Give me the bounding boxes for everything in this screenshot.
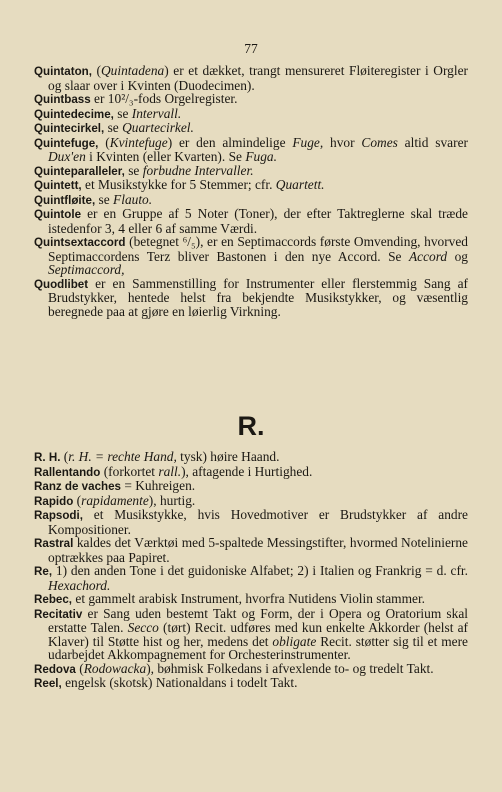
entry-text: er en Sammenstilling for Instrumenter eller flerstemmig Sang af Brudstykker, hentede helst fra bekjendte Musikstykker, og væsentlig beregnede paa at gjøre en løierlig Virkning. (48, 275, 468, 319)
entry-headword: Rallentando (34, 465, 101, 479)
dictionary-entry (34, 178, 468, 193)
entry-text: se (104, 120, 123, 135)
entry-italic-text: obligate (272, 633, 317, 649)
dictionary-entry (34, 121, 468, 136)
entry-headword: Quintsextaccord (34, 236, 126, 249)
entry-italic-text: Quartett. (275, 177, 325, 192)
entry-text: ), bøhmisk Folkedans i afvexlende to- og tredelt Takt. (146, 660, 434, 676)
entry-headword: Quinteparalleler, (34, 164, 125, 178)
entry-text: ( (91, 63, 102, 78)
dictionary-entry (34, 607, 468, 662)
dictionary-entry (34, 164, 468, 179)
entry-italic-text: Secco (127, 620, 159, 635)
dictionary-entry (34, 676, 468, 691)
entry-text: = Kuhreigen. (121, 478, 196, 493)
dictionary-entry (34, 92, 468, 107)
entry-text: (forkortet (100, 463, 159, 479)
entry-headword: Quintedecime, (34, 107, 114, 121)
dictionary-entry (34, 494, 468, 509)
entry-text: altid svarer (397, 134, 468, 150)
entry-italic-text: Fuge, (292, 134, 324, 150)
dictionary-entry (34, 508, 468, 536)
entry-italic-text: Accord (408, 248, 448, 264)
entry-text: 1) den anden Tone i det guidoniske Alfabet; 2) i Italien og Frankrig = d. cfr. (52, 563, 468, 578)
entry-italic-text: forbudne Intervaller. (142, 162, 254, 178)
entry-text: se (124, 162, 143, 178)
entry-headword: Redova (34, 662, 76, 676)
entry-headword: Re, (34, 565, 53, 578)
entry-headword: Rapido (34, 494, 74, 508)
entry-italic-text: Quartecirkel. (122, 120, 194, 135)
entry-list-q (34, 64, 468, 318)
dictionary-entry (34, 107, 468, 122)
dictionary-entry (34, 277, 468, 319)
entry-text: (tørt) Recit. udføres med kun enkelte Akkorder (helst af Klaver) til Støtte hist og her, medens det (48, 620, 469, 649)
entry-text: kaldes det Værktøi med 5-spaltede Messingstifter, hvormed Notelinierne optrækkes paa Papiret. (48, 535, 468, 565)
entry-text: ( (75, 660, 84, 676)
entry-text: et Musikstykke for 5 Stemmer; cfr. (81, 177, 276, 192)
entry-italic-text: Comes (361, 134, 398, 150)
entry-text: ) er et dækket, trangt mensureret Fløiteregister i Orgler og slaar over i Kvinten (Duodecimen). (48, 63, 468, 93)
entry-headword: Quintaton, (34, 65, 92, 78)
entry-headword: Rapsodi, (34, 509, 83, 522)
entry-text: og (447, 248, 468, 264)
entry-headword: Quintole (34, 208, 82, 221)
entry-headword: Quintfløite, (34, 193, 96, 207)
entry-text: er 10²/₃-fods Orgelregister. (90, 91, 238, 106)
entry-italic-text: rapidamente (81, 492, 149, 508)
entry-text: ( (73, 492, 82, 508)
entry-italic-text: Kvintefuge (109, 134, 168, 150)
entry-text: tysk) høire Haand. (176, 449, 280, 464)
entry-text: ( (60, 449, 69, 464)
entry-text: hvor (323, 134, 362, 150)
entry-text: se (113, 105, 132, 121)
dictionary-entry (34, 193, 468, 208)
dictionary-entry (34, 564, 468, 592)
entry-headword: Rastral (34, 537, 74, 550)
entry-text: ), hurtig. (148, 492, 196, 508)
entry-italic-text: Fuga. (245, 149, 277, 164)
entry-italic-text: Quintadena (101, 63, 165, 78)
entry-headword: Quintecirkel, (34, 122, 105, 135)
dictionary-entry (34, 479, 468, 494)
entry-italic-text: Rodowacka (83, 660, 147, 676)
entry-italic-text: Septimaccord, (48, 262, 125, 277)
page-number: 77 (244, 41, 258, 56)
entry-text: se (95, 191, 114, 207)
entry-text: et gammelt arabisk Instrument, hvorfra Nutidens Violin stammer. (72, 591, 426, 606)
entry-italic-text: Dux'en (48, 149, 86, 164)
dictionary-entry (34, 64, 468, 92)
dictionary-entry (34, 136, 468, 164)
dictionary-entry (34, 662, 468, 677)
entry-italic-text: rall. (158, 463, 182, 479)
entry-text: Recit. støtter sig til et mere udarbejdet Akkompagnement for Orchesterinstrumenter. (48, 633, 468, 662)
dictionary-entry (34, 450, 468, 465)
entry-headword: R. H. (34, 451, 61, 464)
entry-text: er en Gruppe af 5 Noter (Toner), der efter Taktreglerne skal træde istedenfor 3, 4 eller 6 af samme Værdi. (48, 206, 468, 236)
entry-headword: Quodlibet (34, 277, 89, 291)
entry-headword: Reel, (34, 677, 62, 690)
entry-headword: Ranz de vaches (34, 480, 121, 493)
entry-headword: Rebec, (34, 593, 73, 606)
entry-text: engelsk (skotsk) Nationaldans i todelt Takt. (61, 675, 298, 690)
entry-text: et Musikstykke, hvis Hovedmotiver er Brudstykker af andre Kompositioner. (48, 507, 468, 537)
entry-headword: Quintefuge, (34, 136, 99, 150)
entry-text: ) er den almindelige (167, 134, 293, 150)
dictionary-entry (34, 235, 468, 277)
section-heading: R. (237, 411, 265, 441)
entry-text: ), aftagende i Hurtighed. (181, 463, 313, 479)
entry-italic-text: Intervall. (131, 105, 182, 121)
dictionary-entry (34, 536, 468, 564)
entry-italic-text: r. H. = rechte Hand, (68, 449, 177, 464)
entry-headword: Recitativ (34, 607, 83, 621)
entry-text: i Kvinten (eller Kvarten). Se (85, 149, 246, 164)
entry-list-r (34, 450, 468, 691)
entry-italic-text: Hexachord. (48, 577, 111, 593)
dictionary-entry (34, 592, 468, 607)
entry-text: (betegnet ⁶/₅), er en Septimaccords første Omvending, hvorved Septimaccordens Terz bliver Bastonen i den nye Accord. Se (48, 234, 468, 264)
entry-text: er Sang uden bestemt Takt og Form, der i Opera og Oratorium skal erstatte Talen. (48, 605, 468, 635)
entry-text: ( (98, 134, 110, 150)
entry-headword: Quintett, (34, 179, 82, 192)
dictionary-entry (34, 465, 468, 480)
entry-italic-text: Flauto. (113, 191, 153, 207)
dictionary-entry (34, 207, 468, 235)
entry-headword: Quintbass (34, 93, 91, 106)
